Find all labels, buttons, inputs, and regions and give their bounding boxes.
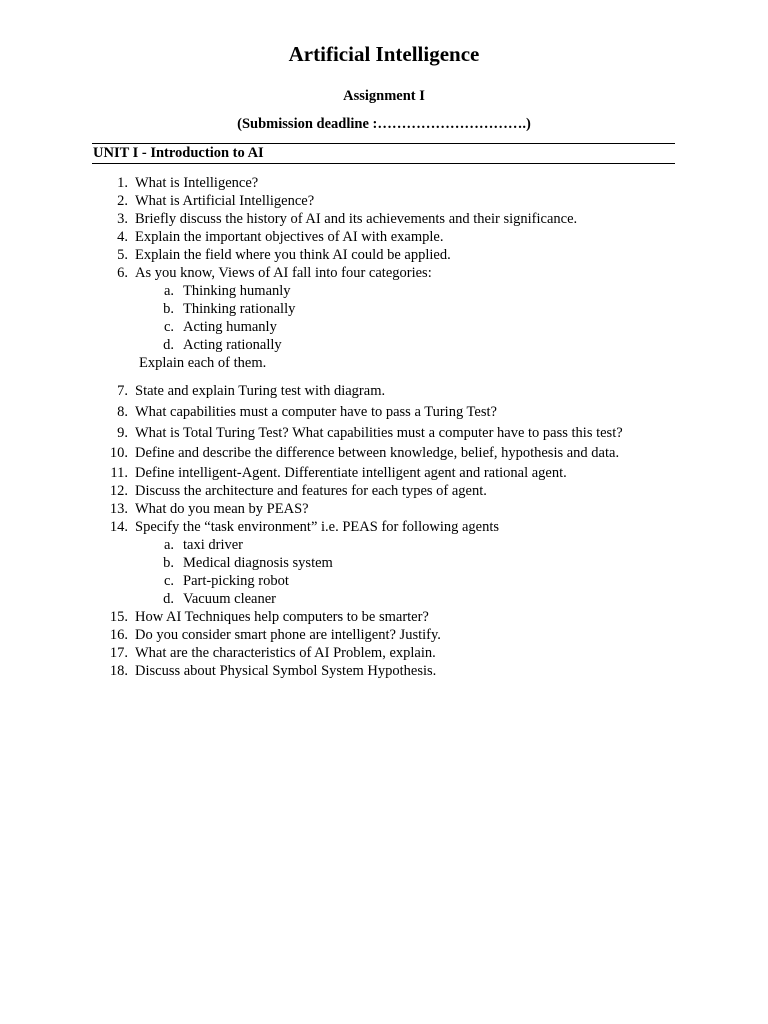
sub-item-letter: d. (163, 591, 174, 607)
sub-item-text: Medical diagnosis system (183, 555, 333, 571)
submission-deadline: (Submission deadline :………………………….) (237, 116, 531, 132)
question-text: What capabilities must a computer have to pass a Turing Test? (135, 404, 497, 420)
question-number: 17. (109, 645, 128, 661)
question-text: What is Artificial Intelligence? (135, 193, 315, 209)
sub-item-letter: b. (163, 555, 174, 571)
sub-item-text: Acting rationally (183, 337, 282, 353)
question-number: 12. (109, 483, 128, 499)
question-text: Explain the important objectives of AI with example. (135, 229, 444, 245)
assignment-subtitle: Assignment I (343, 88, 425, 104)
question-number: 18. (109, 663, 128, 679)
question-note: Explain each of them. (139, 355, 267, 371)
sub-item-text: Vacuum cleaner (183, 591, 276, 607)
sub-item-text: Part-picking robot (183, 573, 289, 589)
question-number: 8. (117, 404, 128, 420)
sub-item-text: Thinking humanly (183, 283, 291, 299)
question-number: 3. (117, 211, 128, 227)
question-number: 10. (109, 445, 128, 461)
question-number: 6. (117, 265, 128, 281)
unit-heading-bar (92, 143, 675, 164)
question-text: As you know, Views of AI fall into four categories: (135, 265, 432, 281)
question-text: What are the characteristics of AI Problem, explain. (135, 645, 436, 661)
document-title: Artificial Intelligence (288, 42, 480, 66)
question-number: 16. (109, 627, 128, 643)
question-text: Discuss the architecture and features for each types of agent. (135, 483, 487, 499)
question-text: What is Intelligence? (135, 175, 259, 191)
question-text: Specify the “task environment” i.e. PEAS for following agents (135, 519, 500, 535)
question-text: What do you mean by PEAS? (135, 501, 309, 517)
sub-item-text: Acting humanly (183, 319, 277, 335)
sub-item-letter: b. (163, 301, 174, 317)
question-text: Explain the field where you think AI could be applied. (135, 247, 451, 263)
sub-item-letter: c. (163, 573, 174, 589)
sub-item-letter: a. (163, 283, 174, 299)
unit-heading: UNIT I - Introduction to AI (93, 145, 264, 161)
question-text: Define and describe the difference between knowledge, belief, hypothesis and data. (135, 445, 620, 461)
question-number: 14. (109, 519, 128, 535)
question-text: State and explain Turing test with diagram. (135, 383, 386, 399)
question-number: 11. (110, 465, 128, 481)
question-text: What is Total Turing Test? What capabilities must a computer have to pass this test? (135, 425, 623, 441)
question-text: Discuss about Physical Symbol System Hypothesis. (135, 663, 437, 679)
question-number: 4. (117, 229, 128, 245)
question-number: 9. (117, 425, 128, 441)
question-text: How AI Techniques help computers to be smarter? (135, 609, 429, 625)
sub-item-letter: d. (163, 337, 174, 353)
sub-item-text: Thinking rationally (183, 301, 296, 317)
question-number: 7. (117, 383, 128, 399)
question-number: 2. (117, 193, 128, 209)
sub-item-text: taxi driver (183, 537, 243, 553)
sub-item-letter: c. (163, 319, 174, 335)
sub-item-letter: a. (163, 537, 174, 553)
question-number: 13. (109, 501, 128, 517)
question-number: 1. (117, 175, 128, 191)
question-number: 15. (109, 609, 128, 625)
question-number: 5. (117, 247, 128, 263)
question-text: Briefly discuss the history of AI and its achievements and their significance. (135, 211, 578, 227)
question-text: Define intelligent-Agent. Differentiate intelligent agent and rational agent. (135, 465, 567, 481)
question-text: Do you consider smart phone are intelligent? Justify. (135, 627, 441, 643)
